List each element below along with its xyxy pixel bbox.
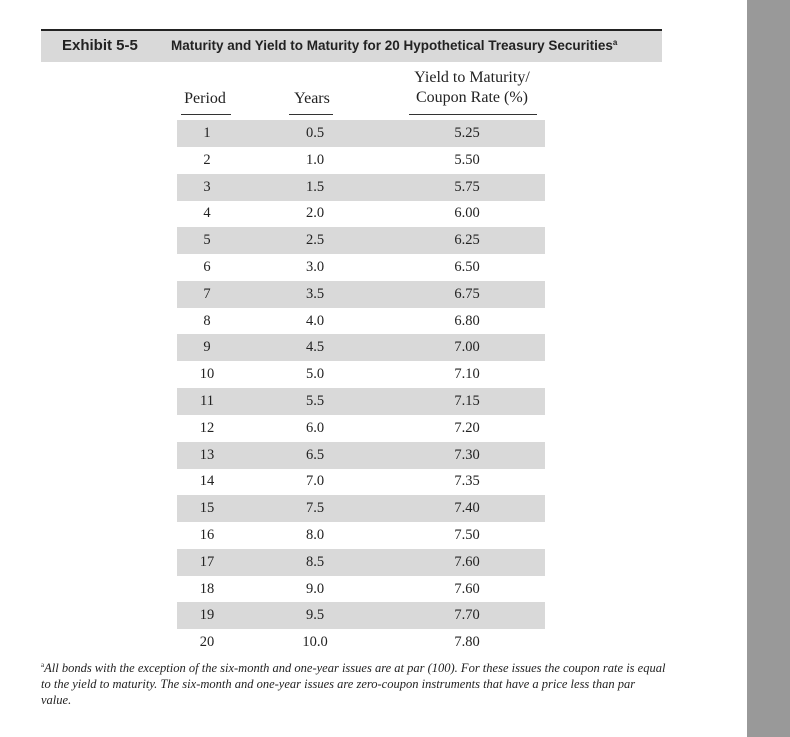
cell-period: 14: [199, 473, 215, 490]
cell-period: 9: [203, 339, 211, 356]
cell-years: 5.5: [305, 393, 325, 409]
cell-yield: 7.80: [454, 634, 480, 651]
cell-yield: 7.15: [454, 393, 480, 409]
cell-yield: 6.25: [454, 232, 480, 249]
cell-yield: 6.80: [454, 312, 480, 329]
cell-yield: 7.60: [454, 580, 480, 597]
table-row: [177, 442, 545, 469]
title-note-marker: a: [612, 38, 618, 47]
table-row: [177, 254, 545, 281]
table-row: [177, 602, 545, 629]
table-row: [177, 334, 545, 361]
cell-yield: 7.40: [454, 500, 480, 517]
cell-yield: 7.20: [454, 419, 480, 436]
cell-period: 10: [199, 366, 215, 383]
cell-yield: 5.75: [454, 178, 480, 195]
column-underline-years: [289, 114, 333, 115]
cell-yield: 7.70: [454, 607, 480, 624]
cell-yield: 6.00: [454, 205, 480, 222]
cell-years: 2.5: [305, 232, 325, 249]
footnote-marker: a: [41, 661, 45, 669]
cell-years: 3.5: [305, 285, 325, 302]
footnote: [41, 657, 666, 708]
cell-yield: 7.60: [454, 553, 480, 570]
table-row: [177, 308, 545, 335]
cell-years: 9.5: [305, 607, 325, 624]
cell-years: 8.0: [305, 527, 325, 543]
cell-years: 10.0: [302, 634, 328, 651]
table-row: [177, 200, 545, 227]
cell-period: 2: [203, 151, 211, 168]
cell-period: 1: [203, 125, 211, 141]
cell-yield: 6.75: [454, 285, 480, 302]
cell-period: 19: [199, 607, 215, 624]
cell-period: 18: [199, 580, 215, 597]
table-row: [177, 174, 545, 201]
table-row: [177, 495, 545, 522]
cell-period: 13: [199, 446, 215, 463]
column-header-yield-line1: Yield to Maturity/: [414, 69, 530, 86]
table-row: [177, 120, 545, 147]
cell-years: 6.5: [305, 446, 325, 463]
column-header-yield-line2: Coupon Rate (%): [416, 89, 528, 106]
table-row: [177, 227, 545, 254]
column-header-period: Period: [184, 90, 226, 107]
cell-years: 8.5: [305, 553, 325, 570]
cell-yield: 5.50: [454, 151, 480, 168]
table-row: [177, 388, 545, 415]
column-header-yield: [396, 68, 548, 108]
cell-years: 6.0: [305, 419, 325, 436]
cell-years: 3.0: [305, 259, 325, 275]
cell-yield: 7.35: [454, 473, 480, 490]
cell-years: 0.5: [305, 125, 325, 141]
exhibit-label: Exhibit 5-5: [62, 37, 138, 54]
cell-years: 4.0: [305, 312, 325, 329]
table-row: [177, 549, 545, 576]
table-row: [177, 415, 545, 442]
footnote-text: All bonds with the exception of the six-month and one-year issues are at par (100). For these issues the coupon rate is equal to the yield to maturity. The six-month and one-year issues are zero-coupon instruments that have a price less than par value.: [41, 661, 666, 707]
cell-yield: 7.50: [454, 527, 480, 543]
cell-years: 2.0: [305, 205, 325, 222]
cell-period: 4: [203, 205, 211, 222]
table-row: [177, 361, 545, 388]
table-row: [177, 281, 545, 308]
cell-years: 1.5: [305, 178, 325, 195]
cell-years: 9.0: [305, 580, 325, 597]
cell-period: 6: [203, 259, 211, 275]
exhibit-title: [171, 38, 617, 53]
cell-yield: 6.50: [454, 259, 480, 275]
exhibit-header: [41, 29, 662, 62]
cell-period: 7: [203, 285, 211, 302]
exhibit-title-text: Maturity and Yield to Maturity for 20 Hypothetical Treasury Securities: [171, 38, 613, 53]
cell-period: 17: [199, 553, 215, 570]
cell-period: 11: [200, 393, 214, 409]
cell-yield: 7.00: [454, 339, 480, 356]
cell-years: 1.0: [305, 151, 325, 168]
cell-yield: 5.25: [454, 125, 480, 141]
cell-period: 8: [203, 312, 211, 329]
cell-period: 12: [199, 419, 215, 436]
cell-period: 5: [203, 232, 211, 249]
cell-years: 7.5: [305, 500, 325, 517]
cell-years: 4.5: [305, 339, 325, 356]
cell-years: 5.0: [305, 366, 325, 383]
table-row: [177, 576, 545, 603]
page-side-bar: [747, 0, 790, 737]
cell-period: 15: [199, 500, 215, 517]
table-row: [177, 522, 545, 549]
column-underline-yield: [409, 114, 537, 115]
column-underline-period: [181, 114, 231, 115]
cell-period: 16: [199, 527, 215, 543]
cell-period: 3: [203, 178, 211, 195]
cell-yield: 7.30: [454, 446, 480, 463]
cell-period: 20: [199, 634, 215, 651]
column-header-years: Years: [294, 90, 330, 107]
table-row: [177, 147, 545, 174]
table-row: [177, 629, 545, 656]
cell-years: 7.0: [305, 473, 325, 490]
cell-yield: 7.10: [454, 366, 480, 383]
table-row: [177, 468, 545, 495]
